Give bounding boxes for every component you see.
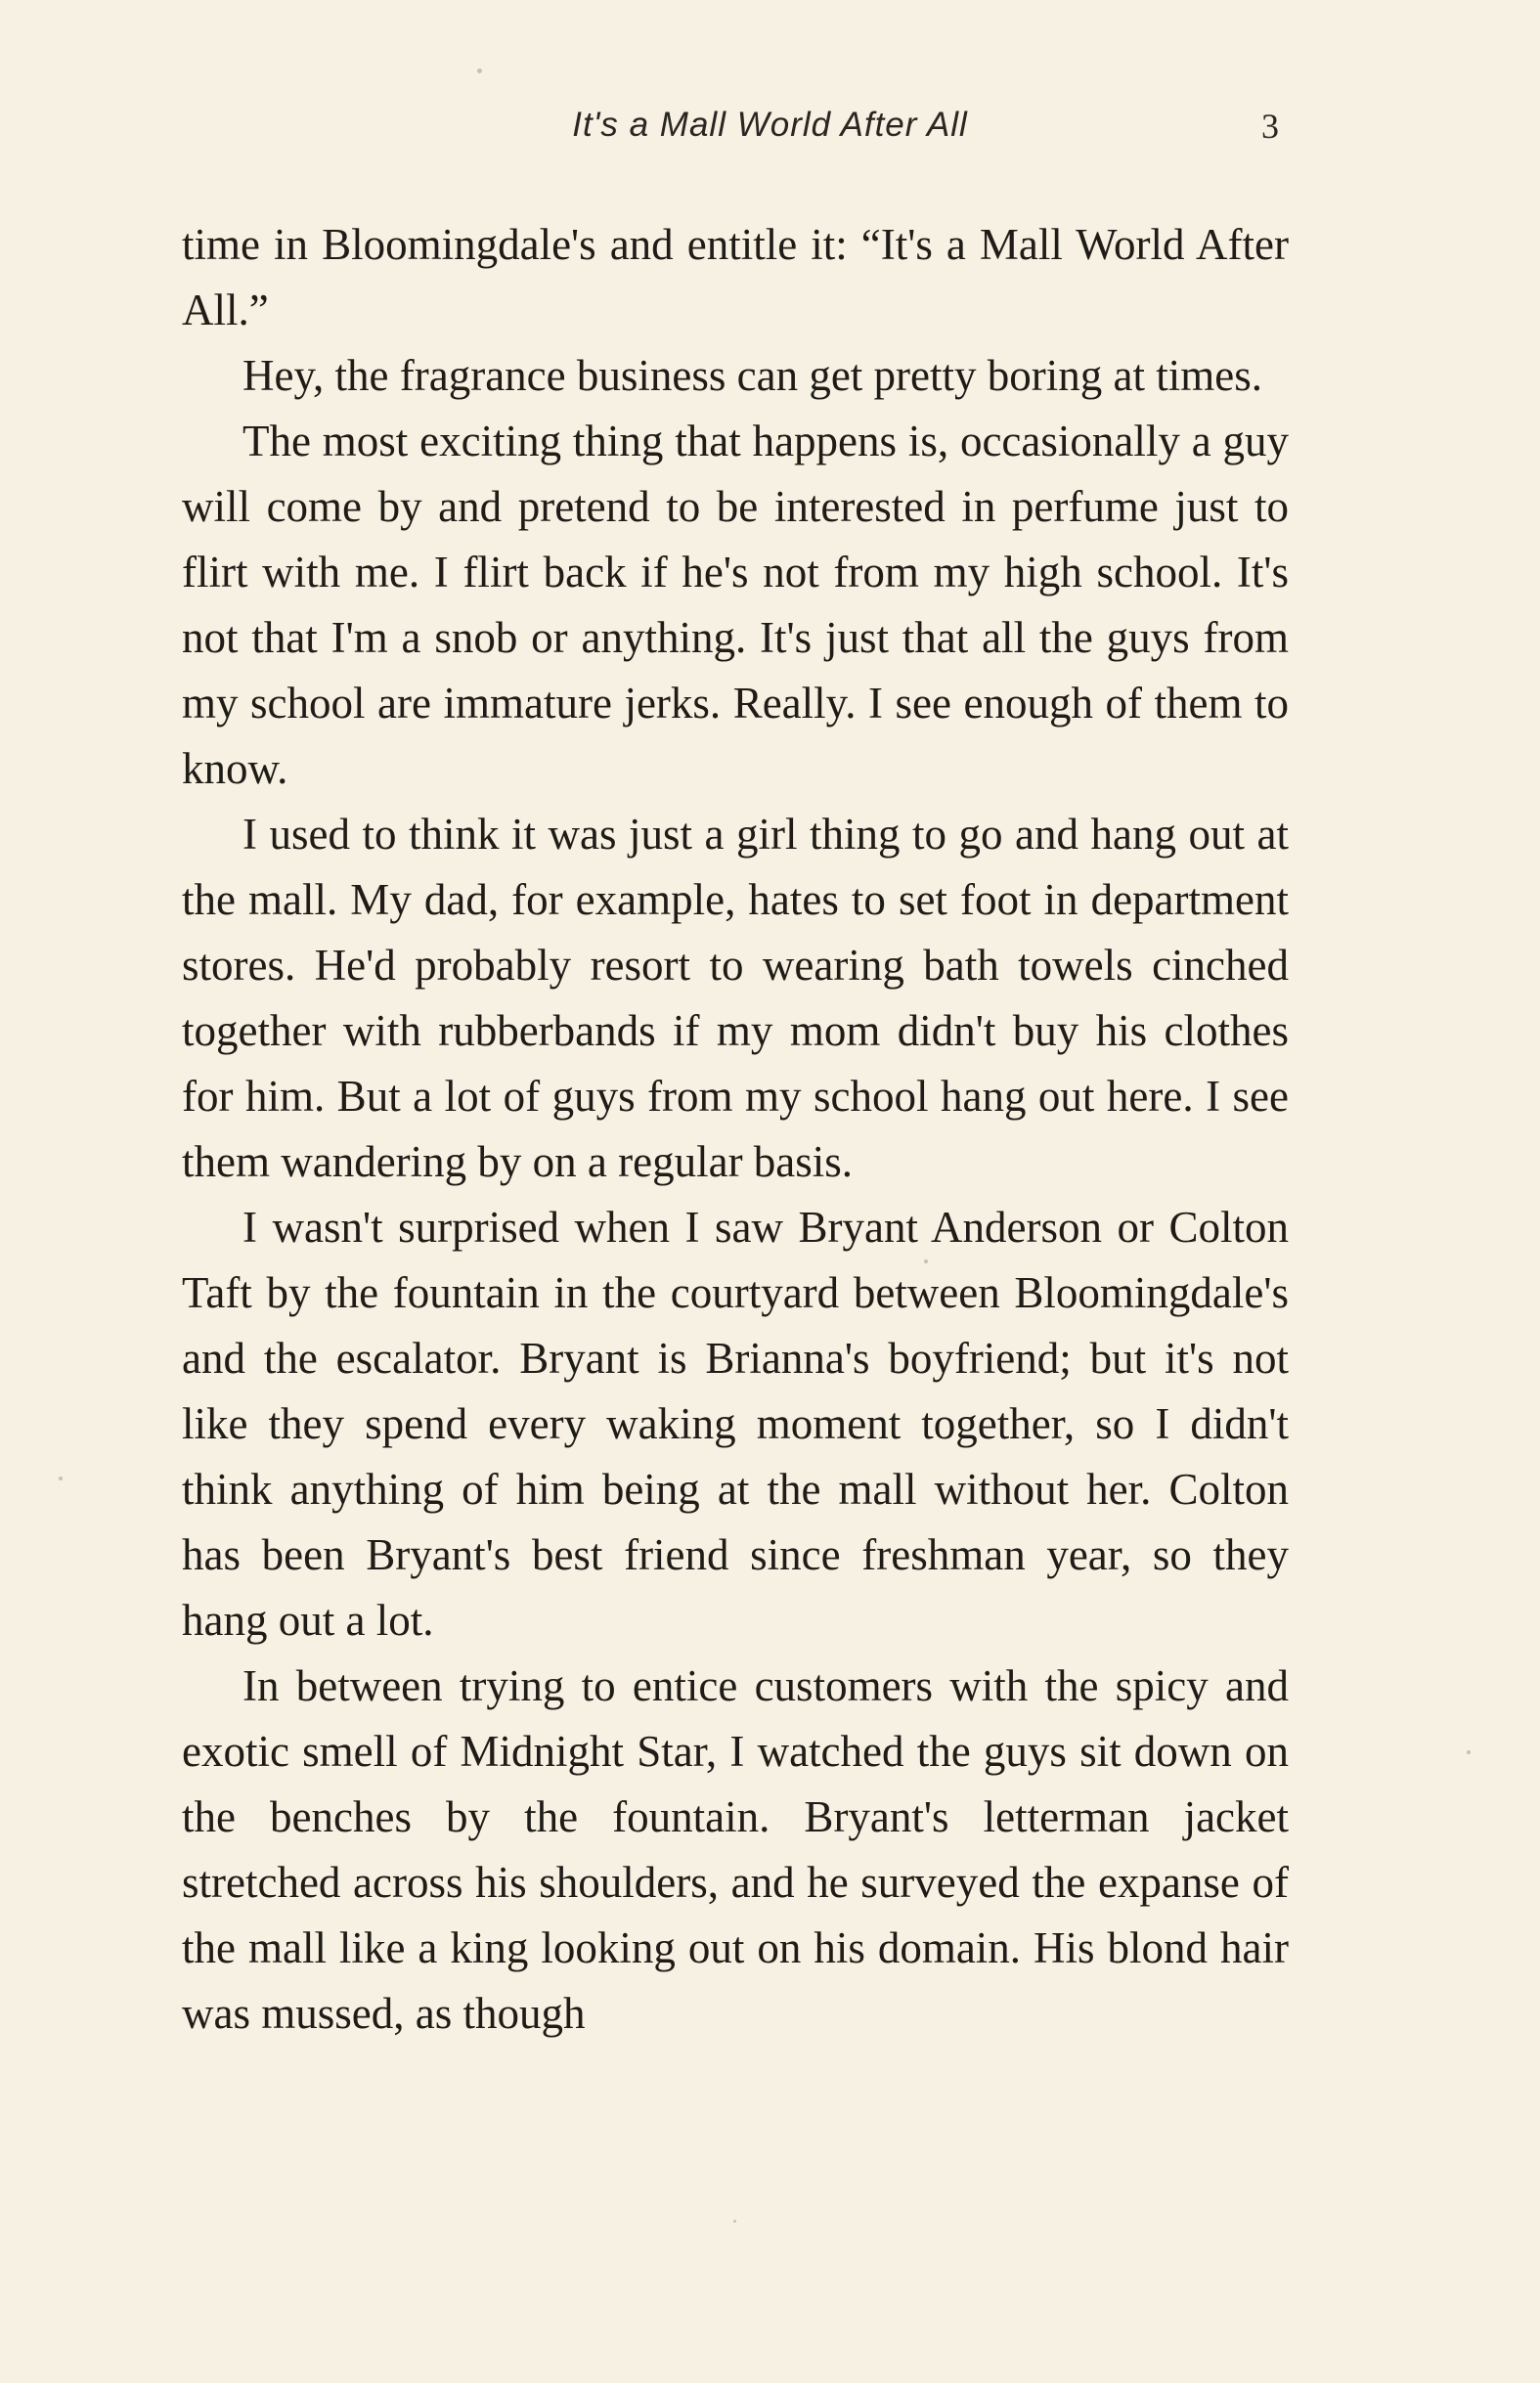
paper-speck [924, 1259, 928, 1263]
paper-speck [477, 68, 482, 73]
paragraph: time in Bloomingdale's and entitle it: “It's a Mall World After All.” [182, 220, 1289, 334]
paragraph: In between trying to entice customers with the spicy and exotic smell of Midnight Star, I watched the guys sit down on the benches by the fountain. Bryant's letterman jacket stretched across his shoulders, and he surveyed the expanse of the mall like a king looking out on his domain. His blond hair was mussed, as though [182, 1661, 1289, 2038]
running-head [0, 106, 1540, 164]
paragraph: Hey, the fragrance business can get pretty boring at times. [242, 351, 1262, 400]
running-title: It's a Mall World After All [572, 106, 968, 144]
paper-speck [733, 2220, 736, 2223]
paragraph: I used to think it was just a girl thing to go and hang out at the mall. My dad, for example, hates to set foot in department stores. He'd probably resort to wearing bath towels cinched together with rubberbands if my mom didn't buy his clothes for him. But a lot of guys from my school hang out here. I see them wandering by on a regular basis. [182, 810, 1289, 1186]
page-number: 3 [1261, 107, 1279, 146]
paragraph: The most exciting thing that happens is, occasionally a guy will come by and pretend to be interested in perfume just to flirt with me. I flirt back if he's not from my high school. It's not that I'm a snob or anything. It's just that all the guys from my school are immature jerks. Really. I see enough of them to know. [182, 417, 1289, 793]
paper-speck [59, 1477, 63, 1480]
paper-speck [1467, 1750, 1471, 1754]
body-text [182, 212, 1289, 2047]
paragraph: I wasn't surprised when I saw Bryant Anderson or Colton Taft by the fountain in the courtyard between Bloomingdale's and the escalator. Bryant is Brianna's boyfriend; but it's not like they spend every waking moment together, so I didn't think anything of him being at the mall without her. Colton has been Bryant's best friend since freshman year, so they hang out a lot. [182, 1203, 1289, 1645]
